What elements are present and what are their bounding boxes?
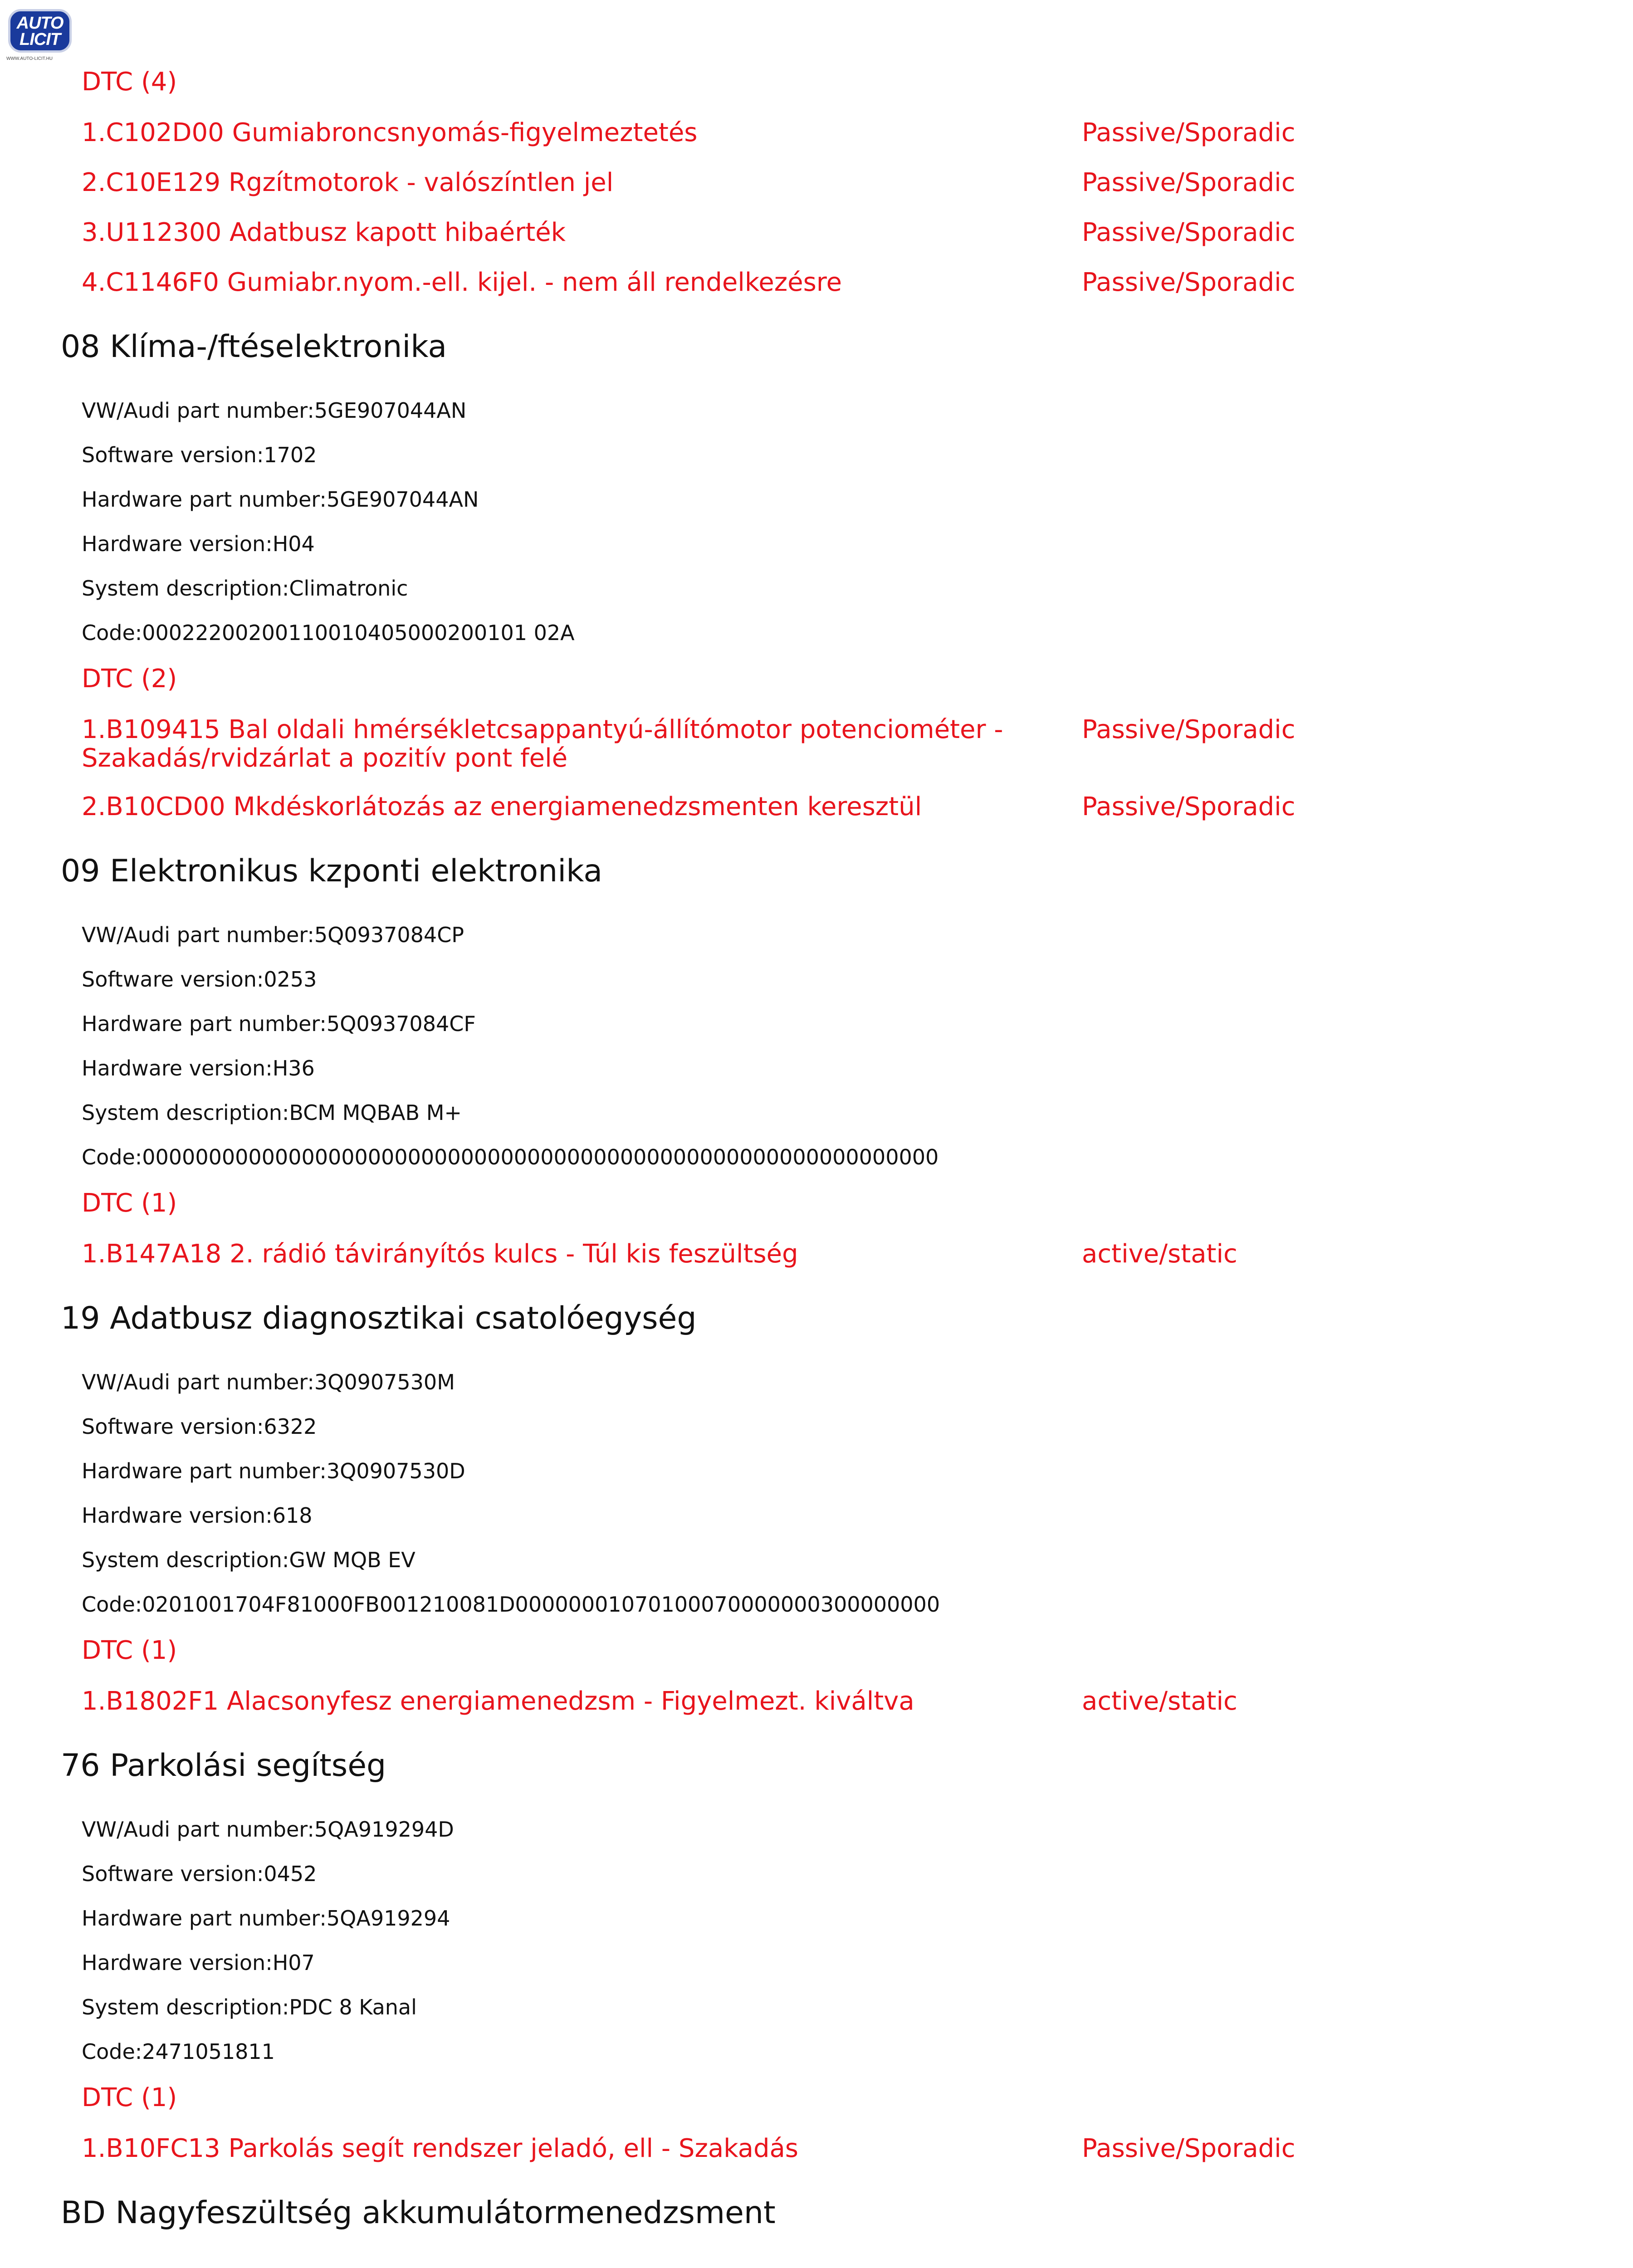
module-info-line: System description:GW MQB EV	[82, 1548, 416, 1572]
module-info-line: Hardware part number:5Q0937084CF	[82, 1012, 476, 1036]
dtc-header: DTC (4)	[82, 67, 177, 97]
module-info-line: Software version:0452	[82, 1862, 317, 1886]
dtc-entry-status: Passive/Sporadic	[1082, 792, 1296, 821]
module-title: 19 Adatbusz diagnosztikai csatolóegység	[61, 1300, 697, 1336]
dtc-entry-status: active/static	[1082, 1239, 1237, 1269]
dtc-entry-text: 1.B1802F1 Alacsonyfesz energiamenedzsm - Figyelmezt. kiváltva	[82, 1686, 914, 1716]
dtc-entry-status: Passive/Sporadic	[1082, 218, 1296, 247]
module-info-line: Software version:6322	[82, 1414, 317, 1439]
dtc-entry-status: Passive/Sporadic	[1082, 715, 1296, 744]
module-info-line: Code:0201001704F81000FB001210081D00000001070100070000000300000000	[82, 1592, 940, 1617]
dtc-entry-status: Passive/Sporadic	[1082, 118, 1296, 147]
module-info-line: Hardware version:H07	[82, 1950, 315, 1975]
logo-url: WWW.AUTO-LICIT.HU	[6, 56, 53, 61]
module-info-line: System description:BCM MQBAB M+	[82, 1100, 462, 1125]
dtc-entry-text: 1.B109415 Bal oldali hmérsékletcsappantyú-állítómotor potenciométer - Szakadás/rvidzárlat a pozitív pont felé	[82, 715, 1003, 773]
module-info-line: VW/Audi part number:5GE907044AN	[82, 398, 467, 423]
dtc-entry-status: active/static	[1082, 1686, 1237, 1716]
dtc-entry-text: 1.B147A18 2. rádió távirányítós kulcs - Túl kis feszültség	[82, 1239, 798, 1269]
dtc-entry-text: 2.B10CD00 Mkdéskorlátozás az energiamenedzsmenten keresztül	[82, 792, 922, 821]
dtc-entry-status: Passive/Sporadic	[1082, 268, 1296, 297]
dtc-header: DTC (1)	[82, 1188, 177, 1218]
module-info-line: VW/Audi part number:3Q0907530M	[82, 1370, 455, 1394]
dtc-header: DTC (1)	[82, 1636, 177, 1665]
logo-line-2: LICIT	[20, 30, 60, 49]
dtc-entry-text: 3.U112300 Adatbusz kapott hibaérték	[82, 218, 566, 247]
logo-line-1: AUTO	[16, 14, 64, 33]
module-title: 08 Klíma-/ftéselektronika	[61, 329, 447, 365]
module-info-line: Hardware version:H04	[82, 532, 315, 556]
dtc-entry-text: 4.C1146F0 Gumiabr.nyom.-ell. kijel. - nem áll rendelkezésre	[82, 268, 842, 297]
dtc-entry-status: Passive/Sporadic	[1082, 2134, 1296, 2163]
dtc-entry-status: Passive/Sporadic	[1082, 168, 1296, 197]
module-info-line: System description:Climatronic	[82, 576, 408, 601]
module-info-line: Hardware version:H36	[82, 1056, 315, 1080]
dtc-entry-text: 2.C10E129 Rgzítmotorok - valószíntlen jel	[82, 168, 614, 197]
module-info-line: Code:000000000000000000000000000000000000000000000000000000000000	[82, 1145, 939, 1169]
module-info-line: Software version:1702	[82, 443, 317, 467]
module-info-line: Hardware part number:5QA919294	[82, 1906, 450, 1931]
dtc-header: DTC (2)	[82, 664, 177, 694]
module-title: 76 Parkolási segítség	[61, 1748, 386, 1784]
module-title: 09 Elektronikus kzponti elektronika	[61, 853, 602, 889]
module-info-line: Code:2471051811	[82, 2039, 275, 2064]
module-info-line: Hardware part number:3Q0907530D	[82, 1459, 465, 1483]
module-info-line: Hardware part number:5GE907044AN	[82, 487, 479, 512]
dtc-entry-text: 1.C102D00 Gumiabroncsnyomás-figyelmeztetés	[82, 118, 698, 147]
module-info-line: Hardware version:618	[82, 1503, 313, 1528]
module-info-line: VW/Audi part number:5QA919294D	[82, 1817, 454, 1842]
module-title: BD Nagyfeszültség akkumulátormenedzsment	[61, 2195, 776, 2231]
module-info-line: System description:PDC 8 Kanal	[82, 1995, 417, 2019]
module-info-line: Code:00022200200110010405000200101 02A	[82, 621, 575, 645]
auto-licit-logo	[6, 9, 73, 61]
dtc-header: DTC (1)	[82, 2083, 177, 2112]
module-info-line: Software version:0253	[82, 967, 317, 992]
dtc-entry-text: 1.B10FC13 Parkolás segít rendszer jeladó, ell - Szakadás	[82, 2134, 798, 2163]
module-info-line: VW/Audi part number:5Q0937084CP	[82, 923, 464, 947]
